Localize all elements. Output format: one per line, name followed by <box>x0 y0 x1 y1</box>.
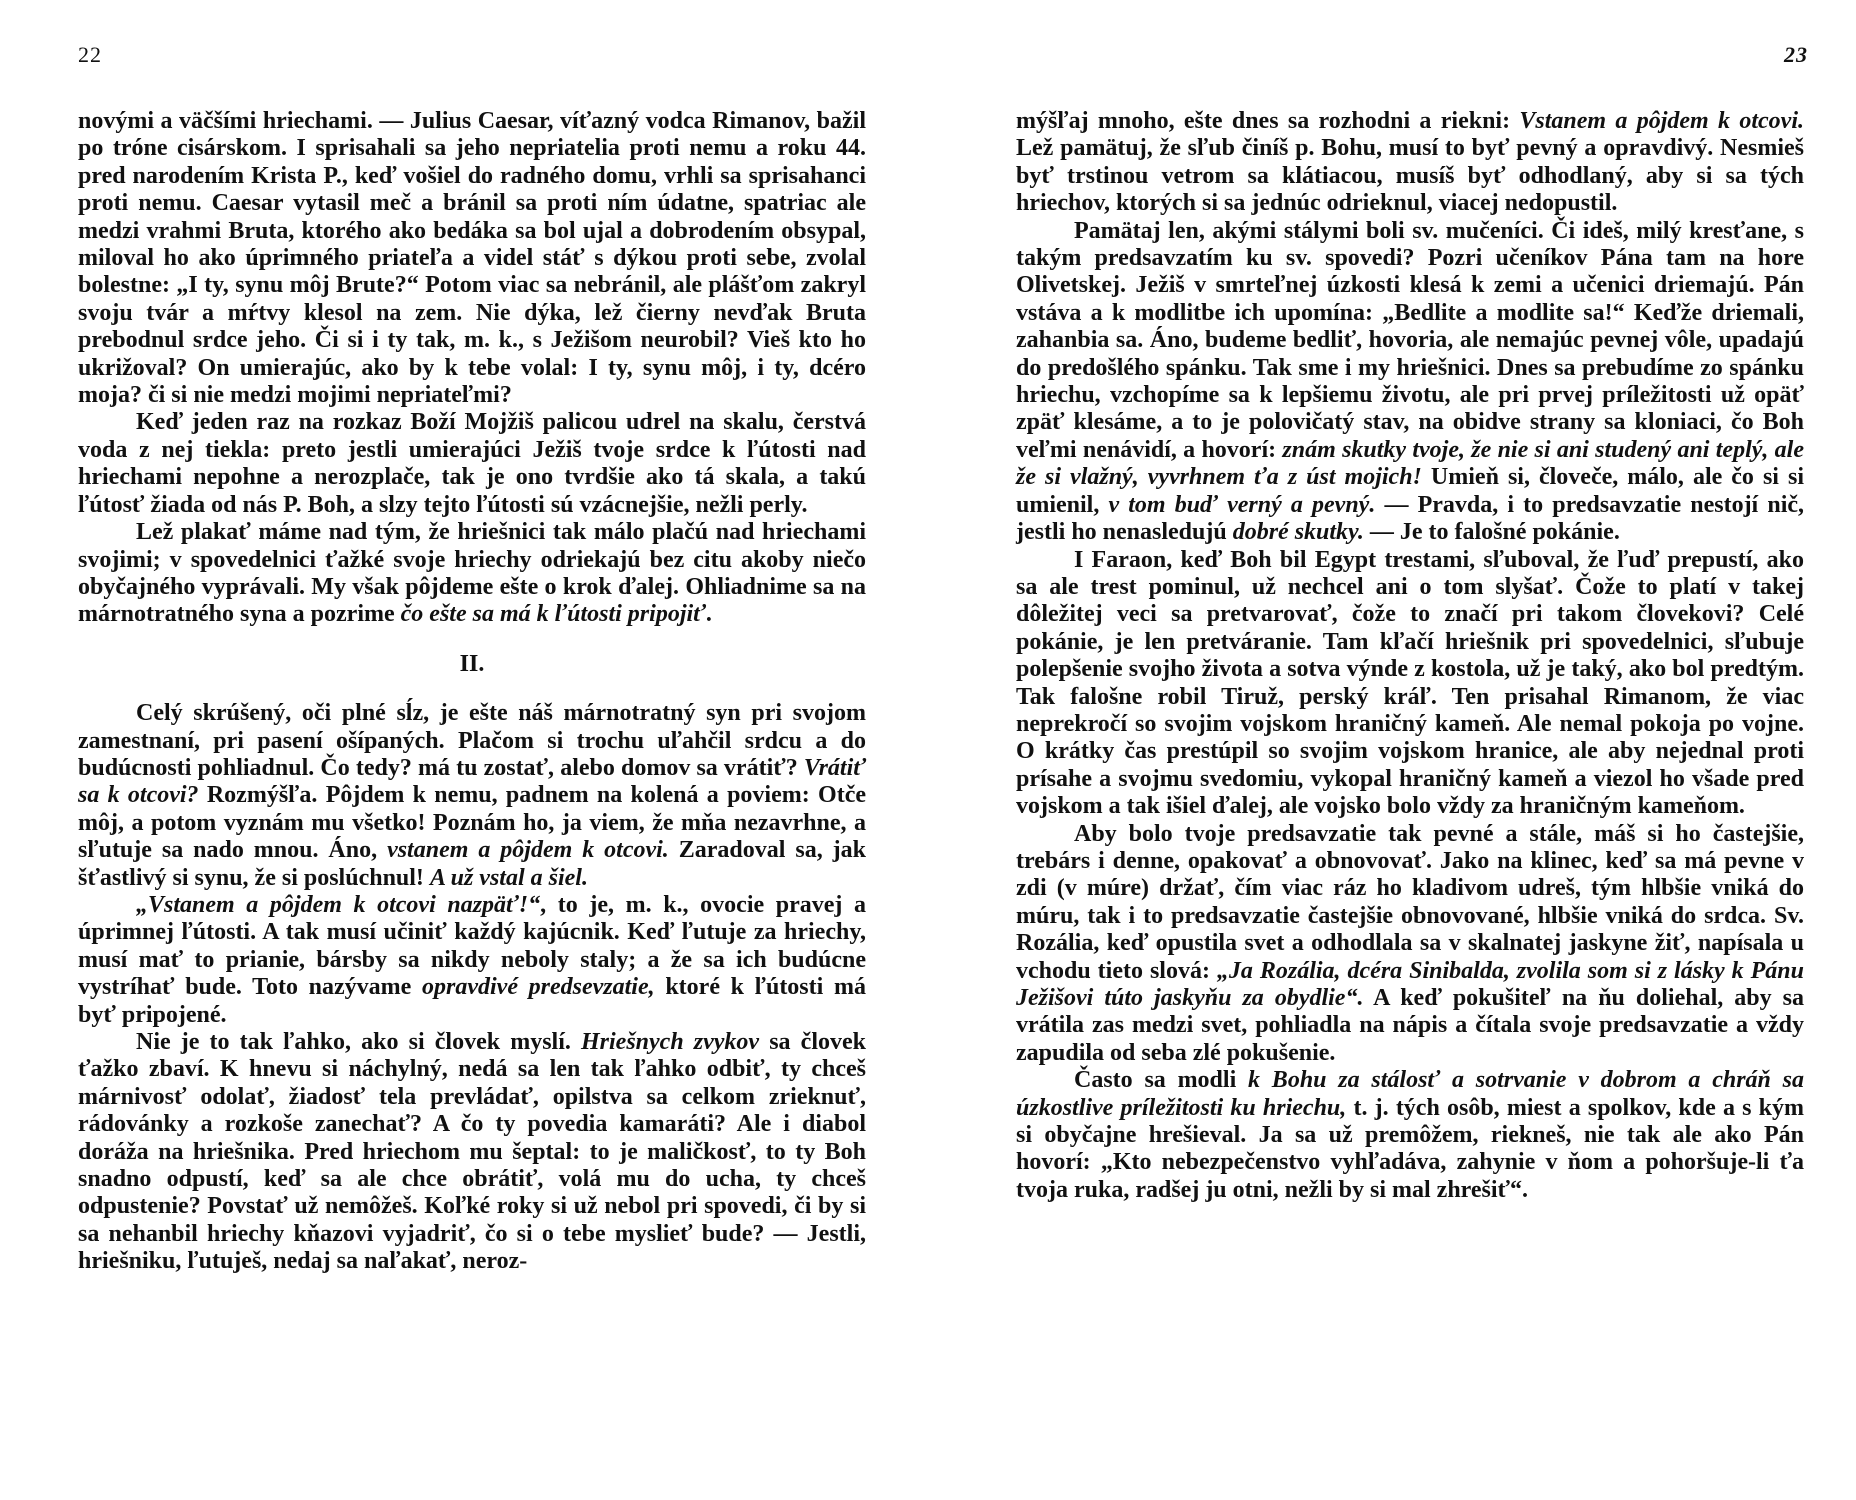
paragraph: „Vstanem a pôjdem k otcovi nazpäť!“, to je, m. k., ovocie pravej a úprimnej ľútosti. A tak musí učiniť každý kajúcnik. Keď ľutuje za hriechy, musí mať to prianie, bársby sa nikdy neboly staly; a že sa ich budúcne vystríhať bude. Toto nazývame opravdivé predsevzatie, ktoré k ľútosti má byť pripojené. <box>78 891 866 1028</box>
paragraph: Pamätaj len, akými stálymi boli sv. mučeníci. Či ideš, milý kresťane, s takým predsavzatím ku sv. spovedi? Pozri učeníkov Pána tam na hore Olivetskej. Ježiš v smrteľnej úzkosti klesá k zemi a učenici driemajú. Pán vstáva a k modlitbe ich upomína: „Bedlite a modlite sa!“ Keďže driemali, zahanbia sa. Áno, budeme bedliť, hovoria, ale nemajúc pevnej vôle, upadajú do predošlého spánku. Tak sme i my hriešnici. Dnes sa prebudíme zo spánku hriechu, vzchopíme sa k lepšiemu životu, ale pri prvej príležitosti už opäť zpäť klesáme, a to je polovičatý stav, na obidve strany sa kloniaci, čo Boh veľmi nenávidí, a hovorí: znám skutky tvoje, že nie si ani studený ani teplý, ale že si vlažný, vyvrhnem ťa z úst mojich! Umieň si, človeče, málo, ale čo si si umienil, v tom buď verný a pevný. — Pravda, i to predsavzatie nestojí nič, jestli ho nenasledujú dobré skutky. — Je to falošné pokánie. <box>1016 217 1805 546</box>
paragraph: novými a väčšími hriechami. — Julius Caesar, víťazný vodca Rimanov, bažil po tróne cisárskom. I sprisahali sa jeho nepriatelia proti nemu a roku 44. pred narodením Krista P., keď vošiel do radného domu, vrhli sa sprisahanci proti nemu. Caesar vytasil meč a bránil sa proti ním údatne, spatriac ale medzi vrahmi Bruta, ktorého ako bedáka sa bol ujal a dobrodením obsypal, miloval ho ako úprimného priateľa a videl stáť s dýkou proti sebe, zvolal bolestne: „I ty, synu môj Brute?“ Potom viac sa nebránil, ale plášťom zakryl svoju tvár a mŕtvy klesol na zem. Nie dýka, lež čierny nevďak Bruta prebodnul srdce jeho. Či si i ty tak, m. k., s Ježišom neurobil? Vieš kto ho ukrižoval? On umierajúc, ako by k tebe volal: I ty, synu môj, i ty, dcéro moja? či si nie medzi mojimi nepriateľmi? <box>78 108 866 409</box>
paragraph: Lež plakať máme nad tým, že hriešnici tak málo plačú nad hriechami svojimi; v spovedelnici ťažké svoje hriechy odriekajú bez citu akoby niečo obyčajného vyprávali. My však pôjdeme ešte o krok ďalej. Ohliadnime sa na márnotratného syna a pozrime čo ešte sa má k ľútosti pripojiť. <box>78 519 866 628</box>
paragraph: Aby bolo tvoje predsavzatie tak pevné a stále, máš si ho častejšie, trebárs i denne, opakovať a obnovovať. Jako na klinec, keď sa má pevne v zdi (v múre) držať, čím viac ráz ho kladivom udreš, tým hlbšie vniká do múru, tak i to predsavzatie častejšie obnovované, hlbšie vniká do srdca. Sv. Rozália, keď opustila svet a odhodlala sa v skalnatej jaskyne žiť, napísala u vchodu tieto slová: „Ja Rozália, dcéra Sinibalda, zvolila som si z lásky k Pánu Ježišovi túto jaskyňu za obydlie“. A keď pokušiteľ na ňu doliehal, aby sa vrátila zas medzi svet, pohliadla na nápis a čítala svoje predsavzatie a vždy zapudila od seba zlé pokušenie. <box>1016 820 1805 1066</box>
page-number-right: 23 <box>1784 42 1808 67</box>
paragraph: Celý skrúšený, oči plné sĺz, je ešte náš márnotratný syn pri svojom zamestnaní, pri pasení ošípaných. Plačom si trochu uľahčil srdcu a do budúcnosti pohliadnul. Čo tedy? má tu zostať, alebo domov sa vrátiť? Vrátiť sa k otcovi? Rozmýšľa. Pôjdem k nemu, padnem na kolená a poviem: Otče môj, a potom vyznám mu všetko! Poznám ho, ja viem, že mňa nezavrhne, a sľutuje sa nado mnou. Áno, vstanem a pôjdem k otcovi. Zaradoval sa, jak šťastlivý si synu, že si poslúchnul! A už vstal a šiel. <box>78 700 867 891</box>
paragraph: I Faraon, keď Boh bil Egypt trestami, sľuboval, že ľuď prepustí, ako sa ale trest pominul, už nechcel ani o tom slyšať. Čože to platí v takej dôležitej veci sa pretvarovať, čože to značí pri takom človekovi? Celé pokánie, je len pretváranie. Tam kľačí hriešnik pri spovedelnici, sľubuje polepšenie svojho života a sotva výnde z kostola, už je taký, ako bol predtým. Tak falošne robil Tiruž, perský kráľ. Ten prisahal Rimanom, že viac neprekročí so svojim vojskom hraničný kameň. Ale nemal pokoja po vojne. O krátky čas prestúpil so svojim vojskom hranice, ale aby nejednal proti prísahe a svojmu svedomiu, vykopal hraničný kameň a viezol ho všade pred vojskom a tak išiel ďalej, ale vojsko bolo vždy za hraničným kameňom. <box>1016 546 1804 820</box>
section-heading: II. <box>459 650 485 677</box>
paragraph: Keď jeden raz na rozkaz Boží Mojžiš palicou udrel na skalu, čerstvá voda z nej tiekla: preto jestli umierajúci Ježiš tvoje srdce k ľútosti nad hriechami nepohne a nerozplače, tak je ono tvrdšie ako tá skala, a takú ľútosť žiada od nás P. Boh, a slzy tejto ľútosti sú vzácnejšie, nežli perly. <box>78 409 866 518</box>
page-number-left: 22 <box>78 42 102 67</box>
left-page <box>72 0 872 1500</box>
paragraph: Často sa modli k Bohu za stálosť a sotrvanie v dobrom a chráň sa úzkostlive príležitosti ku hriechu, t. j. tých osôb, miest a spolkov, kde a s kým si obyčajne hrešieval. Ja sa už premôžem, riekneš, nie tak ale ako Pán hovorí: „Kto nebezpečenstvo vyhľadáva, zahynie v ňom a pohoršuje-li ťa tvoja ruka, radšej ju otni, nežli by si mal zhrešiť“. <box>1016 1067 1805 1203</box>
right-page <box>1010 0 1810 1500</box>
paragraph: Nie je to tak ľahko, ako si človek myslí. Hriešnych zvykov sa človek ťažko zbaví. K hnevu si náchylný, nedá sa len tak ľahko odbiť, ty chceš márnivosť odolať, žiadosť tela prevládať, opilstva sa celkom zrieknuť, rádovánky a rozkoše zanechať? A čo ty povedia kamaráti? Ale i diabol doráža na hriešnika. Pred hriechom mu šeptal: to je maličkosť, to ty Boh snadno odpustí, keď sa ale chce obrátiť, volá mu do ucha, ty chceš odpustenie? Povstať už nemôžeš. Koľké roky si už nebol pri spovedi, či by si sa nehanbil hriechy kňazovi vyjadriť, čo si o tebe myslieť bude? — Jestli, hriešniku, ľutuješ, nedaj sa naľakať, neroz- <box>78 1029 866 1275</box>
left-page-text <box>78 108 866 1276</box>
right-page-text <box>1016 108 1804 1204</box>
paragraph: mýšľaj mnoho, ešte dnes sa rozhodni a riekni: Vstanem a pôjdem k otcovi. Lež pamätuj, že sľub činíš p. Bohu, musí to byť pevný a opravdivý. Nesmieš byť trstinou vetrom sa klátiacou, musíš byť odhodlaný, aby si sa tých hriechov, ktorých si sa jednúc odrieknul, viacej nedopustil. <box>1016 108 1804 217</box>
